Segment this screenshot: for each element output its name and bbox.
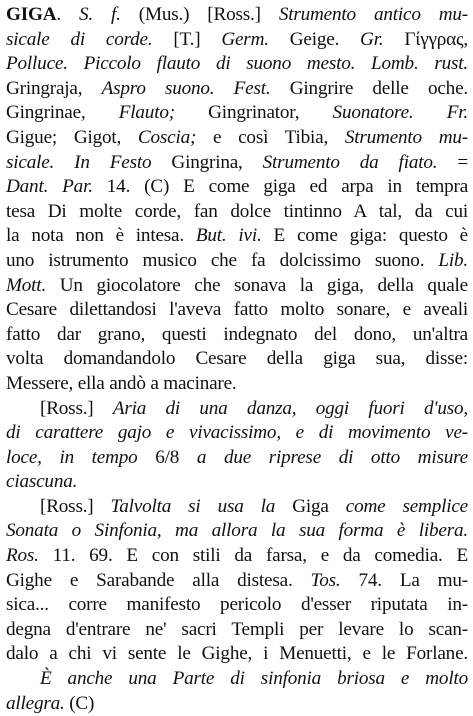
- text-run: sica... corre manifesto pericolo d'esser riputata in-: [6, 594, 468, 616]
- text-run: fatto dar grano, questi indegnato del dono, un'altra: [6, 323, 468, 345]
- text-run: Giga: [275, 495, 346, 517]
- entry-line: [6, 52, 468, 77]
- entry-line: [6, 519, 468, 544]
- italic-text: Tos.: [310, 569, 341, 591]
- text-run: Gingrina,: [151, 151, 263, 173]
- entry-line: [6, 151, 468, 176]
- sense-paragraph-sonata: [6, 495, 468, 520]
- text-run: 11. 69. E con stili da farsa, e da comedia. E: [38, 545, 468, 567]
- italic-text: come semplice: [345, 495, 468, 517]
- text-run: =: [437, 151, 468, 173]
- text-run: Gringraja,: [6, 77, 102, 99]
- text-run: .: [56, 4, 79, 25]
- sense-paragraph-parte: [6, 667, 468, 692]
- text-run: Γίγγρας,: [383, 28, 468, 50]
- entry-line: [6, 470, 468, 495]
- text-run: Gighe e Sarabande alla distesa.: [6, 569, 311, 591]
- text-run: Gingrinae,: [6, 102, 119, 124]
- text-run: e così Tibia,: [196, 126, 345, 148]
- italic-text: di carattere gajo e vivacissimo, e di movimento ve-: [6, 422, 468, 444]
- italic-text: Coscia;: [137, 126, 197, 148]
- text-run: Gingrinator,: [174, 102, 333, 124]
- entry-line: [6, 618, 468, 643]
- text-run: degna d'entrare ne' sacri Templi per levare lo scan-: [6, 618, 468, 640]
- entry-line: [6, 77, 468, 102]
- italic-text: sicale. In Festo: [6, 151, 152, 173]
- text-run: uno istrumento musico che fa dolcissimo suono.: [6, 249, 439, 271]
- italic-text: Strumento da fiato.: [262, 151, 438, 173]
- text-run: E come giga: questo è: [261, 225, 468, 247]
- italic-text: Strumento antico mu-: [278, 4, 468, 25]
- text-run: Messere, ella andò a macinare.: [6, 372, 237, 394]
- entry-line: [6, 446, 468, 471]
- entry-line: [6, 101, 468, 126]
- entry-line: [6, 372, 468, 397]
- italic-text: Aria di una danza, oggi fuori d'uso,: [112, 397, 468, 419]
- entry-line: [6, 249, 468, 274]
- entry-line: [6, 593, 468, 618]
- entry-line: [6, 200, 468, 225]
- entry-line: [6, 3, 468, 28]
- text-run: [T.]: [152, 28, 222, 50]
- text-run: (Mus.) [Ross.]: [120, 4, 279, 25]
- entry-line: [6, 692, 468, 716]
- text-run: volta domandandolo Cesare della giga sua, disse:: [6, 348, 468, 370]
- entry-line: [6, 544, 468, 569]
- sense-paragraph-aria: [6, 397, 468, 422]
- italic-text: sicale di corde.: [6, 28, 153, 50]
- entry-line: [6, 642, 468, 667]
- text-run: [Ross.]: [40, 397, 113, 419]
- entry-line: [6, 298, 468, 323]
- italic-text: Germ.: [221, 28, 269, 50]
- italic-text: Sonata o Sinfonia, ma allora la sua forma è libera.: [6, 520, 468, 542]
- text-run: Un giocolatore che sonava la giga, della quale: [46, 274, 468, 296]
- text-run: [Ross.]: [40, 495, 111, 517]
- italic-text: loce, in tempo: [6, 446, 138, 468]
- entry-line: [6, 421, 468, 446]
- text-run: Gingrire delle oche.: [270, 77, 468, 99]
- entry-line: [6, 274, 468, 299]
- entry-line: [6, 569, 468, 594]
- italic-text: Aspro suono. Fest.: [101, 77, 271, 99]
- entry-line: [6, 175, 468, 200]
- italic-text: Flauto;: [118, 102, 175, 124]
- dictionary-entry-giga: [6, 3, 468, 716]
- italic-text: Mott.: [6, 274, 47, 296]
- italic-text: ciascuna.: [6, 471, 78, 493]
- entry-line: [6, 28, 468, 53]
- italic-text: Gr.: [360, 28, 384, 50]
- entry-line: [6, 347, 468, 372]
- italic-text: Strumento mu-: [344, 126, 468, 148]
- italic-text: Dant. Par.: [6, 176, 93, 198]
- text-run: 74. La mu-: [340, 569, 468, 591]
- text-run: 14. (C) E come giga ed arpa in tempra: [92, 176, 469, 198]
- italic-text: allegra.: [6, 692, 65, 714]
- text-run: Cesare dilettandosi l'aveva fatto molto sonare, e aveali: [6, 299, 468, 321]
- text-run: dalo a chi vi sente le Gighe, i Menuetti, e le Forlane.: [6, 643, 468, 665]
- italic-text: S. f.: [79, 4, 121, 25]
- italic-text: Polluce. Piccolo flauto di suono mesto. Lomb. rust.: [6, 53, 468, 75]
- italic-text: Lib.: [438, 249, 468, 271]
- entry-line: [6, 126, 468, 151]
- text-run: Gigue; Gigot,: [6, 126, 138, 148]
- text-run: la nota non è intesa.: [6, 225, 196, 247]
- italic-text: Talvolta si usa la: [110, 495, 276, 517]
- italic-text: Suonatore. Fr.: [332, 102, 468, 124]
- entry-line: [6, 323, 468, 348]
- text-run: 6/8: [137, 446, 197, 468]
- text-run: tesa Di molte corde, fan dolce tintinno A tal, da cui: [6, 200, 468, 222]
- text-run: Geige.: [268, 28, 361, 50]
- entry-line: [6, 224, 468, 249]
- headword: GIGA: [6, 4, 57, 25]
- italic-text: a due riprese di otto misure: [196, 446, 468, 468]
- text-run: (C): [64, 692, 95, 714]
- italic-text: Ros.: [6, 545, 39, 567]
- italic-text: È anche una Parte di sinfonia briosa e molto: [40, 668, 468, 690]
- italic-text: But. ivi.: [195, 225, 262, 247]
